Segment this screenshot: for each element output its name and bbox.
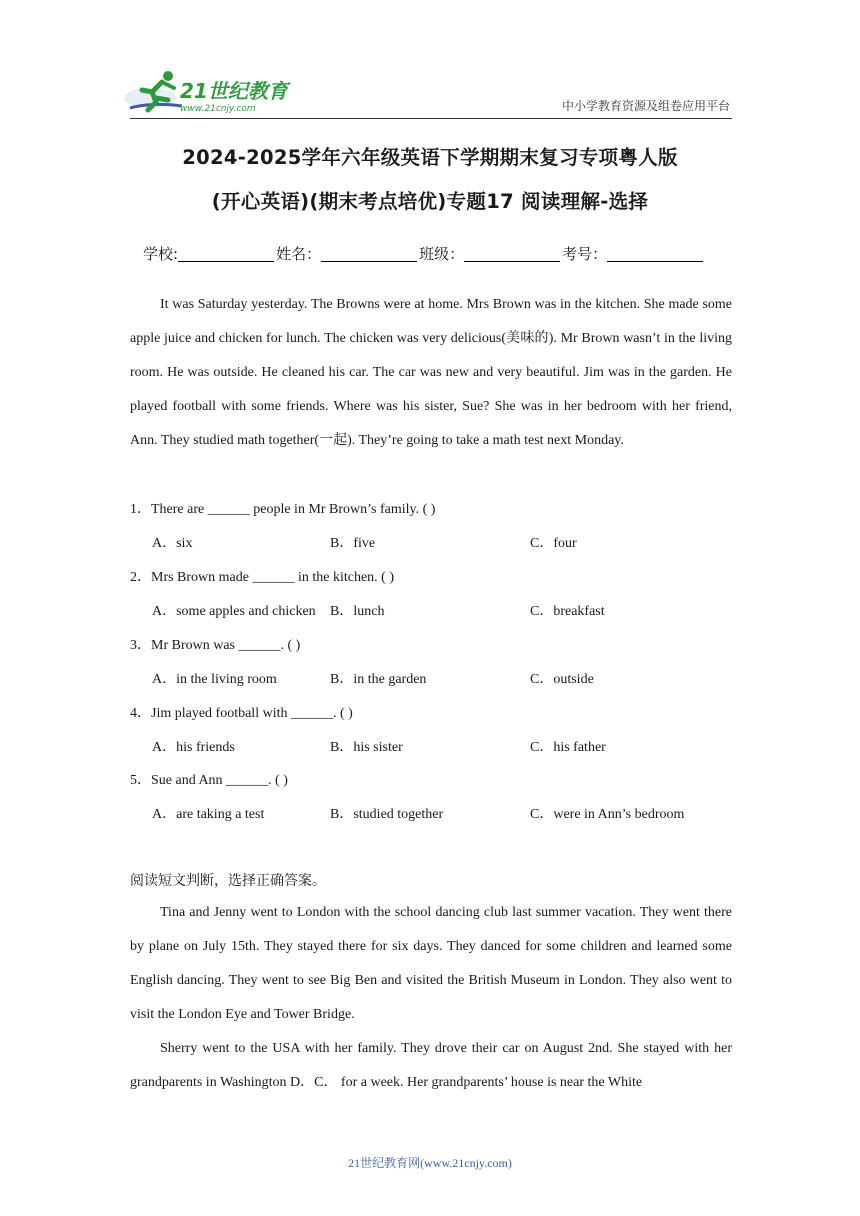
logo: [122, 68, 292, 116]
option-4b: B．his sister: [330, 740, 403, 755]
student-info: [143, 243, 705, 264]
option-5c: C．were in Ann’s bedroom: [530, 807, 685, 822]
passage-2: Tina and Jenny went to London with the school dancing club last summer vacation. They went there by plane on July 15th. They stayed there for six days. They danced for some children and learned some English dancing. They went to see Big Ben and visited the British Museum in London. They also went to visit the London Eye and Tower Bridge.: [130, 905, 732, 1022]
option-3c: C．outside: [530, 672, 594, 687]
passage-1: It was Saturday yesterday. The Browns were at home. Mrs Brown was in the kitchen. She made some apple juice and chicken for lunch. The chicken was very delicious(美味的). Mr Brown wasn’t in the living room. He was outside. He cleaned his car. The car was new and very beautiful. Jim was in the garden. He played football with some friends. Where was his sister, Sue? She was in her bedroom with her friend, Ann. They studied math together(一起). They’re going to take a math test next Monday.: [130, 297, 732, 448]
option-2c: C．breakfast: [530, 604, 605, 619]
option-4c: C．his father: [530, 740, 606, 755]
title-line-2: (开心英语)(期末考点培优)专题17 阅读理解-选择: [211, 190, 649, 213]
option-2a: A．some apples and chicken: [152, 604, 316, 619]
footer: 21世纪教育网(www.21cnjy.com): [348, 1156, 512, 1170]
question-2: 2．Mrs Brown made ______ in the kitchen. ( ): [130, 570, 395, 585]
name-label: 姓名：: [276, 245, 322, 263]
number-blank: [607, 245, 703, 262]
svg-text:21世纪教育: 21世纪教育: [180, 79, 288, 103]
name-blank: [321, 245, 417, 262]
class-blank: [464, 245, 560, 262]
class-label: 班级：: [419, 245, 465, 263]
question-5: 5．Sue and Ann ______. ( ): [130, 773, 288, 788]
header-divider: [130, 118, 732, 119]
section-instruction: 阅读短文判断，选择正确答案。: [130, 873, 326, 889]
option-5b: B．studied together: [330, 807, 444, 822]
option-1c: C．four: [530, 536, 577, 551]
title-line-1: 2024-2025学年六年级英语下学期期末复习专项粤人版: [182, 146, 678, 169]
option-3a: A．in the living room: [152, 672, 277, 687]
option-1a: A．six: [152, 536, 193, 551]
option-5a: A．are taking a test: [152, 807, 265, 822]
question-4: 4．Jim played football with ______. ( ): [130, 706, 353, 721]
passage-3: Sherry went to the USA with her family. They drove their car on August 2nd. She stayed with her grandparents in Washington D．C． for a week. Her grandparents’ house is near the White: [130, 1041, 732, 1090]
number-label: 考号：: [562, 245, 608, 263]
option-3b: B．in the garden: [330, 672, 427, 687]
runner-icon: [124, 71, 182, 110]
option-1b: B．five: [330, 536, 376, 551]
option-2b: B．lunch: [330, 604, 385, 619]
svg-text:www.21cnjy.com: www.21cnjy.com: [180, 104, 256, 114]
school-label: 学校:: [143, 245, 179, 263]
school-blank: [178, 245, 274, 262]
option-4a: A．his friends: [152, 740, 235, 755]
question-3: 3．Mr Brown was ______. ( ): [130, 638, 301, 653]
platform-name: 中小学教育资源及组卷应用平台: [561, 99, 730, 113]
question-1: 1．There are ______ people in Mr Brown’s family. ( ): [130, 502, 436, 517]
